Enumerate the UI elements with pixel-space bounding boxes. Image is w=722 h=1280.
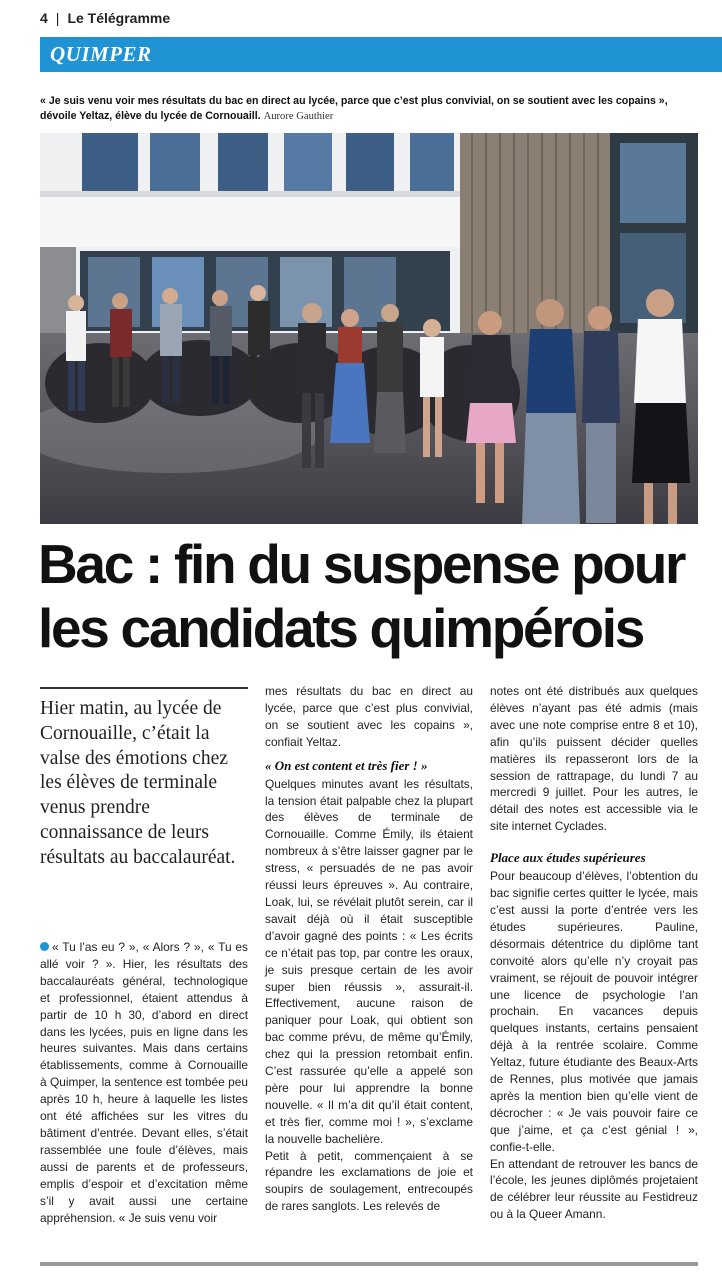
article-column-3	[490, 683, 698, 1223]
page-number: 4	[40, 10, 48, 26]
chapo-rule	[40, 687, 248, 689]
article-lead: Hier matin, au lycée de Cornouaille, c’était la valse des émotions chez les élèves de terminale venus prendre connaissance de leurs résultats au baccalauréat.	[40, 698, 236, 868]
paragraph: notes ont été distribués aux quelques élèves n’ayant pas été admis (mais avec une note comprise entre 8 et 10), afin qu’ils puissent décider quelles matières ils repasseront lors de la session de rattrapage, du lundi 7 au mercredi 9 juillet. Pour les autres, le détail des notes est accessible via le site internet Cyclades.	[490, 684, 698, 834]
paragraph: En attendant de retrouver les bancs de l’école, les jeunes diplômés projetaient de célébrer leur réussite au Festidreuz ou à la Queer Amann.	[490, 1156, 698, 1222]
photo-caption	[40, 94, 700, 124]
article-photo	[40, 133, 698, 524]
paragraph: Petit à petit, commençaient à se répandre les exclamations de joie et soupirs de soulagement, entrecoupés de rares sanglots. Les relevés de	[265, 1148, 473, 1214]
article-column-2	[265, 683, 473, 1215]
headline: Bac : fin du suspense pour les candidats quimpérois	[38, 533, 685, 659]
photo-credit: Aurore Gauthier	[263, 111, 334, 122]
caption-text: « Je suis venu voir mes résultats du bac en direct au lycée, parce que c’est plus convivial, on se soutient avec les copains », dévoile Yeltaz, élève du lycée de Cornouaill.	[40, 95, 668, 122]
section-bar	[40, 37, 722, 72]
photo-illustration	[40, 133, 698, 524]
paragraph: Quelques minutes avant les résultats, la tension était palpable chez la plupart des élèves de terminale de Cornouaille. Comme Émily, ils étaient nombreux à s’être laisser gagner par le stress, « persuadés de ne pas avoir réussi leurs épreuves ». Au contraire, Loak, lui, se révélait plutôt serein, car il savait déjà où il était susceptible d’avoir gagné des points : « Les écrits ce n’était pas top, par contre les oraux, je suis presque certain de les avoir super bien réussis », assurait-il. Effectivement, aucune raison de paniquer pour Loak, qui obtient son bac comme prévu, de même qu’Émily, chez qui la pression retombait enfin. C’est rassurée qu’elle a appelé son père pour lui apprendre la bonne nouvelle. « Il m’a dit qu’il était content, et très fier, comme moi ! », s’exclame la nouvelle bachelière.	[265, 776, 473, 1146]
subheading: « On est content et très fier ! »	[265, 757, 428, 773]
paragraph: mes résultats du bac en direct au lycée, parce que c’est plus convivial, on se soutient avec les copains », confiait Yeltaz.	[265, 684, 473, 749]
masthead	[40, 10, 170, 26]
lead-bullet-icon	[40, 942, 49, 951]
subheading: Place aux études supérieures	[490, 850, 646, 866]
paragraph: Pour beaucoup d’élèves, l’obtention du bac signifie certes quitter le lycée, mais c’est aussi la porte d’entrée vers les études supérieures. Pauline, désormais détentrice du diplôme tant convoité alors qu’elle n’y croyait pas vraiment, se réjouit de pouvoir intégrer une licence de psychologie l’an prochain. En vacances depuis quelques instants, certains pensaient déjà à la rentrée scolaire. Comme Yeltaz, future étudiante des Beaux-Arts de Rennes, plus motivée que jamais après la mention bien qu’elle vient de décrocher : « Je vais pouvoir faire ce que j’aime, et ça c’est génial ! », confie-t-elle.	[490, 869, 698, 1154]
masthead-separator: |	[55, 10, 60, 26]
section-title: QUIMPER	[50, 42, 152, 66]
paragraph-text: « Tu l’as eu ? », « Alors ? », « Tu es allé voir ? ». Hier, les résultats des baccalauréats général, technologique et professionnel, étaient attendus à partir de 10 h 30, d’abord en direct dans les lycées, puis en ligne dans les heures suivantes. Mais dans certains établissements, comme à Cornouaille à Quimper, la sentence est tombée peu après 10 h, heure à laquelle les listes ont été affichées sur les vitres du bâtiment d’entrée. Devant elles, s’était rassemblée une foule d’élèves, mais aussi de parents et de professeurs, emplis d’espoir et d’excitation même s’il y avait aussi une certaine appréhension. « Je suis venu voir	[40, 940, 248, 1225]
publication-name: Le Télégramme	[67, 10, 171, 26]
article-column-1	[40, 939, 248, 1226]
bottom-rule	[40, 1262, 698, 1266]
paragraph	[40, 939, 248, 1226]
